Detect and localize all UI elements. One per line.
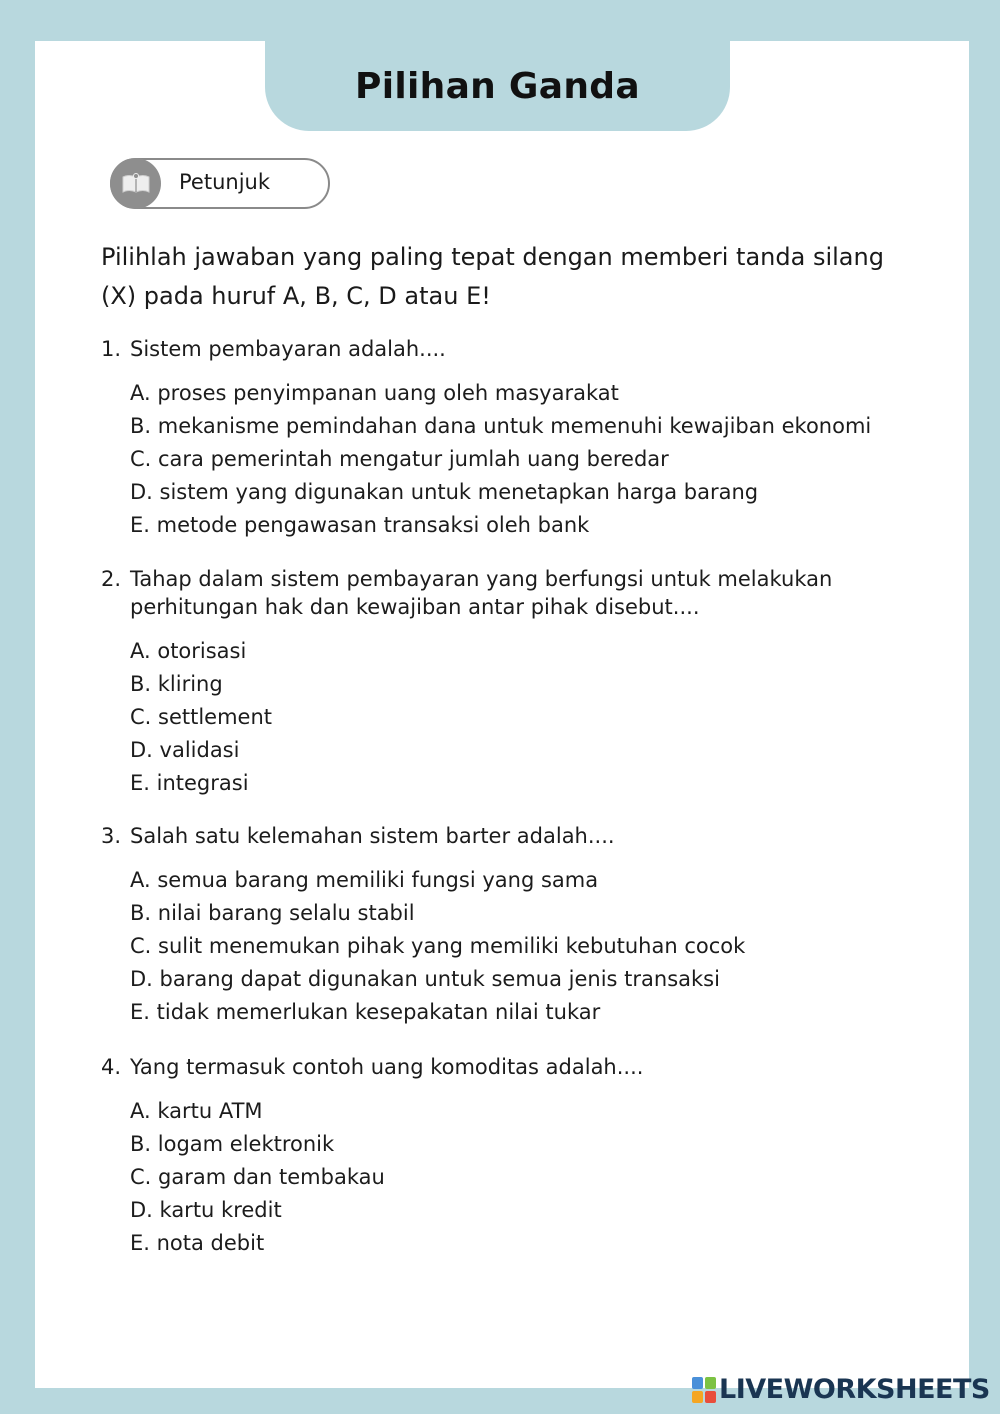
question-number: 2. bbox=[101, 567, 122, 591]
question-number: 1. bbox=[101, 337, 122, 361]
answer-options bbox=[130, 635, 921, 800]
question-text: Yang termasuk contoh uang komoditas adalah.... bbox=[130, 1055, 644, 1079]
option-c[interactable]: C. garam dan tembakau bbox=[130, 1165, 385, 1189]
page-title: Pilihan Ganda bbox=[355, 65, 640, 107]
question-2 bbox=[101, 565, 921, 800]
option-c[interactable]: C. sulit menemukan pihak yang memiliki kebutuhan cocok bbox=[130, 934, 746, 958]
option-e[interactable]: E. nota debit bbox=[130, 1231, 265, 1255]
question-number: 4. bbox=[101, 1055, 122, 1079]
option-e[interactable]: E. metode pengawasan transaksi oleh bank bbox=[130, 513, 590, 537]
question-stem bbox=[101, 335, 921, 363]
question-text: Tahap dalam sistem pembayaran yang berfungsi untuk melakukan perhitungan hak dan kewajiban antar pihak disebut.... bbox=[130, 567, 833, 619]
instructions-label: Petunjuk bbox=[179, 170, 270, 194]
option-a[interactable]: A. kartu ATM bbox=[130, 1099, 263, 1123]
question-stem bbox=[101, 565, 921, 621]
question-1 bbox=[101, 335, 921, 542]
option-e[interactable]: E. integrasi bbox=[130, 771, 249, 795]
question-text: Salah satu kelemahan sistem barter adalah.... bbox=[130, 824, 615, 848]
option-a[interactable]: A. otorisasi bbox=[130, 639, 247, 663]
option-c[interactable]: C. settlement bbox=[130, 705, 273, 729]
liveworksheets-logo-icon bbox=[692, 1377, 716, 1403]
option-b[interactable]: B. kliring bbox=[130, 672, 223, 696]
brand-name: LIVEWORKSHEETS bbox=[719, 1374, 990, 1405]
option-b[interactable]: B. logam elektronik bbox=[130, 1132, 335, 1156]
option-e[interactable]: E. tidak memerlukan kesepakatan nilai tukar bbox=[130, 1000, 601, 1024]
answer-options bbox=[130, 377, 921, 542]
question-stem bbox=[101, 822, 921, 850]
answer-options bbox=[130, 1095, 921, 1260]
question-4 bbox=[101, 1053, 921, 1260]
instruction-text: Pilihlah jawaban yang paling tepat dengan memberi tanda silang (X) pada huruf A, B, C, D atau E! bbox=[101, 243, 884, 310]
option-a[interactable]: A. proses penyimpanan uang oleh masyarakat bbox=[130, 381, 619, 405]
question-3 bbox=[101, 822, 921, 1029]
option-d[interactable]: D. kartu kredit bbox=[130, 1198, 282, 1222]
liveworksheets-logo[interactable] bbox=[692, 1374, 990, 1405]
option-a[interactable]: A. semua barang memiliki fungsi yang sama bbox=[130, 868, 599, 892]
option-b[interactable]: B. mekanisme pemindahan dana untuk memenuhi kewajiban ekonomi bbox=[130, 414, 872, 438]
option-d[interactable]: D. sistem yang digunakan untuk menetapkan harga barang bbox=[130, 480, 759, 504]
question-stem bbox=[101, 1053, 921, 1081]
worksheet-page bbox=[35, 41, 969, 1388]
question-number: 3. bbox=[101, 824, 122, 848]
answer-options bbox=[130, 864, 921, 1029]
option-b[interactable]: B. nilai barang selalu stabil bbox=[130, 901, 415, 925]
option-d[interactable]: D. barang dapat digunakan untuk semua jenis transaksi bbox=[130, 967, 720, 991]
instructions-badge bbox=[110, 158, 330, 209]
option-d[interactable]: D. validasi bbox=[130, 738, 240, 762]
question-text: Sistem pembayaran adalah.... bbox=[130, 337, 446, 361]
title-tab bbox=[265, 41, 730, 131]
book-icon bbox=[110, 158, 161, 209]
option-c[interactable]: C. cara pemerintah mengatur jumlah uang beredar bbox=[130, 447, 669, 471]
